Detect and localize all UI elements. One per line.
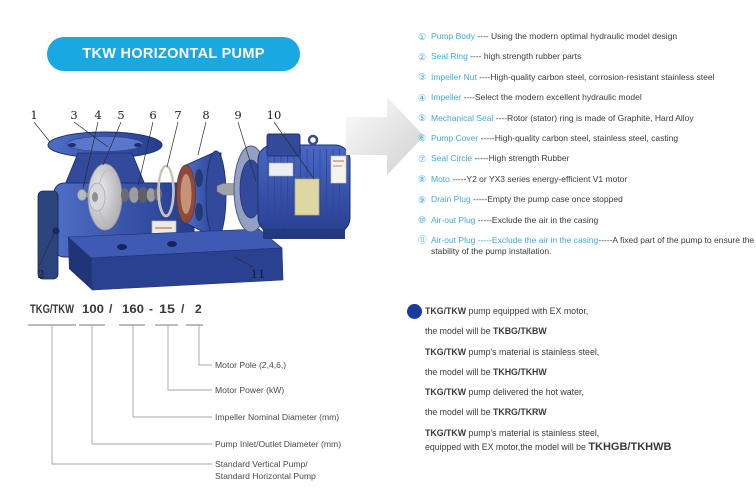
- item-number: ③: [418, 72, 427, 83]
- cover-window: [195, 203, 203, 221]
- callout-10: 10: [266, 108, 282, 122]
- note-line: [425, 362, 752, 382]
- part-desc: -----Y2 or YX3 series energy-efficient V1 motor: [449, 173, 628, 184]
- callout-5: 5: [117, 108, 125, 122]
- item-number: ⑨: [418, 194, 427, 205]
- note-paragraph: [400, 382, 752, 423]
- title-banner: [47, 37, 300, 71]
- part-desc: -----High-quality carbon steel, stainless steel, casting: [478, 132, 679, 143]
- lifting-eyebolt: [309, 136, 317, 144]
- callout-3: 3: [70, 108, 78, 122]
- part-name: Pump Cover: [431, 132, 479, 143]
- part-desc: ---- high strength rubber parts: [467, 51, 582, 62]
- arrow-shape: [346, 97, 427, 175]
- part-name: Air-out Plug: [431, 214, 476, 225]
- part-name: Moto: [431, 173, 450, 184]
- callout-1: 1: [30, 108, 38, 122]
- motor-foot: [263, 229, 345, 239]
- impeller-bore: [92, 192, 98, 202]
- callout-11: 11: [250, 267, 266, 281]
- note-line: [425, 342, 752, 362]
- series-code: TKG/TKW: [425, 427, 467, 438]
- nameplate: [295, 179, 319, 215]
- note-text: pump's material is stainless steel,: [466, 346, 600, 357]
- part-name: Drain Plug: [431, 194, 471, 205]
- part-name: Impeller Nut: [431, 71, 477, 82]
- item-number: ①: [418, 31, 427, 42]
- item-number: ⑧: [418, 174, 427, 185]
- note-line: [425, 440, 752, 455]
- label-standard-2: Standard Horizontal Pump: [215, 471, 316, 481]
- item-number: ⑤: [418, 113, 427, 124]
- callout-2: 2: [37, 267, 45, 281]
- seal-part: [129, 187, 139, 203]
- series-code: TKG/TKW: [425, 387, 467, 398]
- note-line: [425, 402, 752, 422]
- list-item: [418, 31, 756, 42]
- item-number: ⑥: [418, 133, 427, 144]
- impeller-nut: [78, 190, 87, 201]
- item-number: ②: [418, 51, 427, 62]
- list-item: [418, 72, 756, 83]
- code-power: 15: [159, 302, 176, 316]
- note-paragraph: [400, 301, 752, 342]
- note-line: [425, 426, 752, 441]
- item-number: ⑩: [418, 215, 427, 226]
- note-text: the model will be: [425, 366, 493, 377]
- note-text: pump's material is stainless steel,: [466, 427, 600, 438]
- page-title: TKW HORIZONTAL PUMP: [82, 46, 265, 62]
- list-item: [418, 235, 756, 257]
- model-code: TKRG/TKRW: [492, 407, 547, 418]
- model-notes: [400, 301, 752, 455]
- note-text: pump delivered the hot water,: [466, 387, 584, 398]
- callout-8: 8: [202, 108, 210, 122]
- series-code: TKG/TKW: [425, 306, 467, 316]
- part-name: Seal Circle: [431, 153, 473, 164]
- note-line: [425, 382, 752, 402]
- part-desc: -----Empty the pump case once stopped: [470, 194, 623, 205]
- suction-flange: [38, 191, 58, 279]
- label-motor-power: Motor Power (kW): [215, 385, 285, 395]
- note-paragraph: [400, 426, 752, 455]
- list-item: [418, 113, 756, 124]
- drain-plug: [53, 228, 60, 235]
- item-number: ⑦: [418, 153, 427, 164]
- part-desc: ----Select the modern excellent hydraulic model: [461, 92, 642, 103]
- top-flange-face: [67, 137, 143, 152]
- item-number: ⑪: [418, 235, 428, 246]
- part-desc: -----High strength Rubber: [472, 153, 570, 164]
- list-item: [418, 92, 756, 103]
- code-impeller: 160: [122, 302, 145, 316]
- bolt-hole: [68, 143, 76, 147]
- list-item: [418, 215, 756, 226]
- part-desc: ---- Using the modern optimal hydraulic model design: [474, 31, 678, 41]
- note-text: equipped with EX motor,the model will be: [425, 442, 589, 453]
- list-item: [418, 51, 756, 62]
- note-text: the model will be: [425, 326, 493, 337]
- part-desc: ----High-quality carbon steel, corrosion-resistant stainless steel: [476, 71, 715, 82]
- right-arrow-icon: [346, 94, 426, 178]
- parts-list: [418, 31, 756, 266]
- list-item: [418, 133, 756, 144]
- callout-7: 7: [174, 108, 182, 122]
- code-series: TKG/TKW: [30, 302, 75, 316]
- note-line: [425, 301, 752, 321]
- model-code: TKBG/TKBW: [492, 326, 547, 337]
- callout-9: 9: [234, 108, 242, 122]
- part-name: Air-out Plug -----Exclude the air in the casing: [431, 234, 599, 245]
- part-name: Mechanical Seal: [431, 112, 494, 123]
- part-name: Seal Ring: [431, 51, 468, 62]
- bolt-hole: [134, 143, 142, 147]
- note-paragraph: [400, 342, 752, 383]
- list-item: [418, 153, 756, 164]
- label-motor-pole: Motor Pole (2,4,6,): [215, 360, 287, 370]
- note-text: the model will be: [425, 407, 493, 418]
- cover-window: [195, 169, 203, 187]
- note-line: [425, 321, 752, 341]
- model-code-diagram: [25, 298, 355, 490]
- callout-6: 6: [149, 108, 157, 122]
- part-desc: -----A fixed part of the pump to ensure the stability of the pump installation.: [431, 234, 755, 256]
- terminal-box: [267, 134, 300, 156]
- label-standard-1: Standard Vertical Pump/: [215, 459, 308, 469]
- code-dash: -: [149, 302, 153, 316]
- seal-part: [121, 188, 129, 202]
- code-pole: 2: [195, 302, 202, 316]
- motor-sticker: [269, 163, 293, 176]
- code-inlet: 100: [82, 302, 105, 316]
- model-code: TKHGB/TKHWB: [588, 441, 672, 454]
- motor: [217, 134, 350, 239]
- base-hole: [167, 241, 177, 247]
- list-item: [418, 174, 756, 185]
- bullet-icon: [407, 304, 422, 319]
- label-inlet-outlet: Pump Inlet/Outlet Diameter (mm): [215, 439, 342, 449]
- part-desc: -----Exclude the air in the casing: [475, 214, 599, 225]
- label-impeller-diameter: Impeller Nominal Diameter (mm): [215, 412, 340, 422]
- part-name: Pump Body: [431, 31, 475, 41]
- part-name: Impeller: [431, 92, 462, 103]
- warning-label: [331, 156, 346, 183]
- cover-gasket-inner: [181, 174, 192, 214]
- base-hole: [117, 244, 127, 250]
- code-slash: /: [109, 302, 113, 316]
- item-number: ④: [418, 92, 427, 103]
- model-code: TKHG/TKHW: [492, 366, 547, 377]
- note-text: pump equipped with EX motor,: [466, 306, 589, 316]
- callout-4: 4: [94, 108, 102, 122]
- part-desc: ----Rotor (stator) ring is made of Graphite, Hard Alloy: [493, 112, 694, 123]
- series-code: TKG/TKW: [425, 346, 467, 357]
- list-item: [418, 194, 756, 205]
- code-slash: /: [181, 302, 185, 316]
